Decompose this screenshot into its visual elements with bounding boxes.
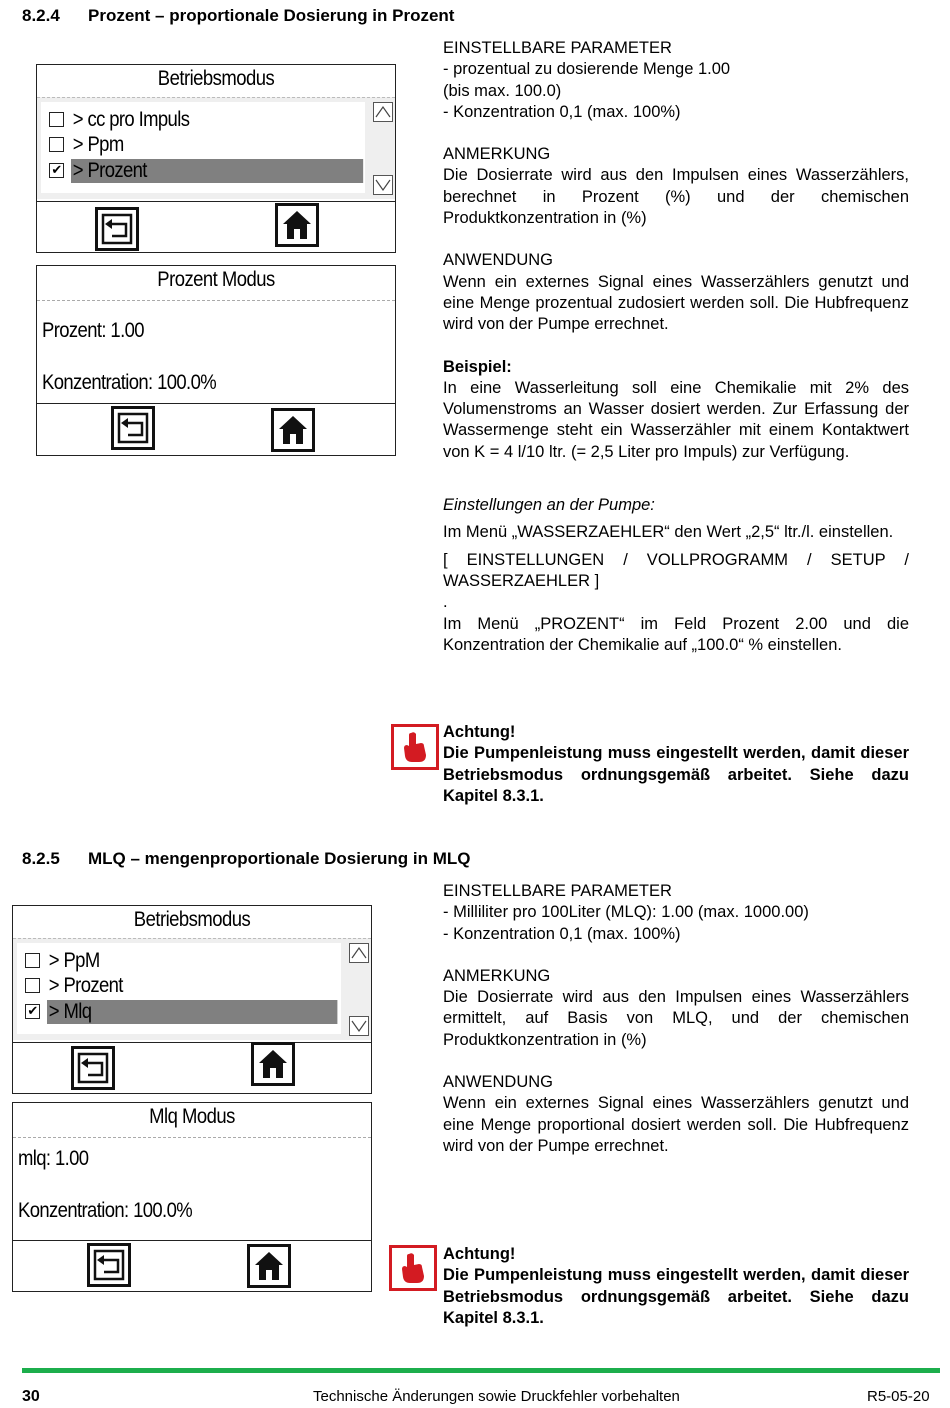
home-button[interactable] bbox=[271, 408, 315, 452]
example-body: In eine Wasserleitung soll eine Chemikalie mit 2% des Volumenstroms an Wasser dosiert werden. Zur Erfassung der Wassermenge steht ein Wasserzähler mit einem Kontaktwert von K = 4 l/10 ltr. (= 2,5 Liter pro Impuls) zur Verfügung. bbox=[443, 378, 909, 461]
settings-dot: . bbox=[443, 593, 448, 612]
note-heading: ANMERKUNG bbox=[443, 145, 551, 164]
back-icon bbox=[100, 212, 134, 246]
settings-line: Im Menü „PROZENT“ im Feld Prozent 2.00 und die Konzentration der Chemikalie auf „100.0“ % einstellen. bbox=[443, 614, 909, 654]
panel-title: Mlq Modus bbox=[149, 1105, 235, 1128]
use-heading: ANWENDUNG bbox=[443, 251, 553, 270]
prozent-value[interactable]: Prozent: 1.00 bbox=[42, 319, 144, 342]
params-heading: EINSTELLBARE PARAMETER bbox=[443, 882, 672, 900]
home-button[interactable] bbox=[275, 203, 319, 247]
params-line: - Milliliter pro 100Liter (MLQ): 1.00 (max. 1000.00) bbox=[443, 903, 809, 922]
section-heading bbox=[22, 849, 471, 869]
warning-hand-icon bbox=[391, 724, 439, 770]
mode-option-prozent[interactable]: ✔ > Prozent bbox=[49, 158, 403, 183]
section-number: 8.2.4 bbox=[22, 6, 60, 25]
checkbox-checked-icon[interactable]: ✔ bbox=[25, 1004, 40, 1019]
back-button[interactable] bbox=[111, 406, 155, 450]
settings-heading: Einstellungen an der Pumpe: bbox=[443, 496, 655, 515]
mode-option-ppm[interactable]: > PpM bbox=[25, 948, 109, 973]
back-icon bbox=[76, 1051, 110, 1085]
panel-title: Betriebsmodus bbox=[133, 908, 251, 931]
scroll-up-icon[interactable] bbox=[373, 102, 393, 122]
panel-title: Betriebsmodus bbox=[157, 67, 275, 90]
warning-text bbox=[443, 722, 909, 807]
footer-revision: R5-05-20 bbox=[867, 1388, 930, 1405]
section-heading bbox=[22, 6, 454, 26]
home-button[interactable] bbox=[247, 1244, 291, 1288]
panel-title: Prozent Modus bbox=[157, 268, 275, 291]
warning-hand-icon bbox=[389, 1245, 437, 1291]
back-button[interactable] bbox=[95, 207, 139, 251]
warning-body: Die Pumpenleistung muss eingestellt werden, damit dieser Betriebsmodus ordnungsgemäß arbeitet. Siehe dazu Kapitel 8.3.1. bbox=[443, 1266, 909, 1327]
warning-text bbox=[443, 1244, 909, 1329]
warning-body: Die Pumpenleistung muss eingestellt werden, damit dieser Betriebsmodus ordnungsgemäß arbeitet. Siehe dazu Kapitel 8.3.1. bbox=[443, 744, 909, 805]
section2-text bbox=[443, 881, 909, 1157]
mode-option-ppm[interactable]: > Ppm bbox=[49, 132, 133, 157]
checkbox-icon[interactable] bbox=[25, 953, 40, 968]
page-number: 30 bbox=[22, 1388, 40, 1405]
home-icon bbox=[252, 1249, 286, 1283]
section-title: Prozent – proportionale Dosierung in Prozent bbox=[88, 6, 455, 25]
scroll-down-icon[interactable] bbox=[349, 1016, 369, 1036]
mode-list bbox=[37, 97, 395, 199]
footer-disclaimer: Technische Änderungen sowie Druckfehler vorbehalten bbox=[313, 1388, 680, 1405]
use-body: Wenn ein externes Signal eines Wasserzählers genutzt und eine Menge proportional dosiert werden soll. Die Hubfrequenz wird von der Pumpe errechnet. bbox=[443, 1094, 909, 1155]
back-button[interactable] bbox=[87, 1243, 131, 1287]
checkbox-icon[interactable] bbox=[49, 137, 64, 152]
konzentration-value[interactable]: Konzentration: 100.0% bbox=[42, 371, 217, 394]
checkbox-icon[interactable] bbox=[25, 978, 40, 993]
note-body: Die Dosierrate wird aus den Impulsen eines Wasserzählers ermittelt, auf Basis von MLQ, und der chemischen Produktkonzentration in (%) bbox=[443, 988, 909, 1049]
home-icon bbox=[256, 1047, 290, 1081]
params-line: (bis max. 100.0) bbox=[443, 81, 562, 100]
note-heading: ANMERKUNG bbox=[443, 966, 551, 985]
back-icon bbox=[92, 1248, 126, 1282]
use-body: Wenn ein externes Signal eines Wasserzählers genutzt und eine Menge prozentual zudosiert werden soll. Die Hubfrequenz wird von der Pumpe errechnet. bbox=[443, 272, 909, 334]
use-heading: ANWENDUNG bbox=[443, 1073, 553, 1092]
section1-text bbox=[443, 38, 909, 656]
warning-heading: Achtung! bbox=[443, 723, 516, 741]
footer-rule bbox=[22, 1368, 940, 1373]
mode-option-prozent[interactable]: > Prozent bbox=[25, 973, 135, 998]
warning-heading: Achtung! bbox=[443, 1245, 516, 1263]
mlq-mode-panel bbox=[12, 1102, 372, 1292]
home-icon bbox=[280, 208, 314, 242]
params-line: - Konzentration 0,1 (max. 100%) bbox=[443, 924, 681, 943]
home-icon bbox=[276, 413, 310, 447]
checkbox-checked-icon[interactable]: ✔ bbox=[49, 163, 64, 178]
example-heading: Beispiel: bbox=[443, 357, 512, 376]
prozent-mode-panel bbox=[36, 265, 396, 456]
konzentration-value[interactable]: Konzentration: 100.0% bbox=[18, 1199, 193, 1222]
mode-menu-panel bbox=[36, 64, 396, 253]
settings-path: [ EINSTELLUNGEN / VOLLPROGRAMM / SETUP / WASSERZAEHLER ] bbox=[443, 550, 909, 590]
settings-line: Im Menü „WASSERZAEHLER“ den Wert „2,5“ ltr./l. einstellen. bbox=[443, 523, 894, 542]
note-body: Die Dosierrate wird aus den Impulsen eines Wasserzählers, berechnet in Prozent (%) und der chemischen Produktkonzentration in (%) bbox=[443, 166, 909, 228]
params-heading: EINSTELLBARE PARAMETER bbox=[443, 39, 672, 57]
mlq-value[interactable]: mlq: 1.00 bbox=[18, 1147, 89, 1170]
mode-list bbox=[13, 938, 371, 1040]
params-line: - prozentual zu dosierende Menge 1.00 bbox=[443, 60, 731, 79]
checkbox-icon[interactable] bbox=[49, 112, 64, 127]
section-title: MLQ – mengenproportionale Dosierung in MLQ bbox=[88, 849, 471, 868]
back-button[interactable] bbox=[71, 1046, 115, 1090]
mode-option-cc-pro-impuls[interactable]: > cc pro Impuls bbox=[49, 107, 207, 132]
mode-option-mlq[interactable]: ✔ > Mlq bbox=[25, 999, 377, 1024]
params-line: - Konzentration 0,1 (max. 100%) bbox=[443, 102, 681, 121]
scroll-up-icon[interactable] bbox=[349, 943, 369, 963]
section-number: 8.2.5 bbox=[22, 849, 60, 868]
home-button[interactable] bbox=[251, 1042, 295, 1086]
scroll-down-icon[interactable] bbox=[373, 175, 393, 195]
mode-menu-panel bbox=[12, 905, 372, 1094]
back-icon bbox=[116, 411, 150, 445]
